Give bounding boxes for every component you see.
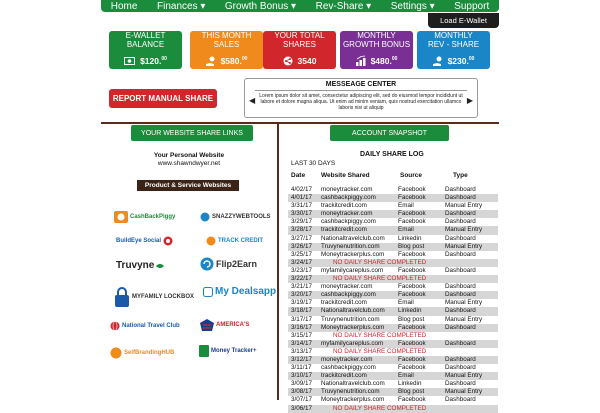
table-row [288, 396, 498, 404]
row-website: Moneytrackerplus.com [321, 250, 385, 258]
column-header-date: Date [291, 172, 306, 179]
table-row [288, 194, 498, 202]
row-date: 3/20/17 [291, 291, 313, 299]
logo-text: My Dealsapp [215, 286, 277, 297]
no-share-notice: NO DAILY SHARE COMPLETED [333, 258, 427, 266]
hand-money-icon [206, 56, 216, 66]
row-type: Dashboard [445, 250, 476, 258]
row-type: Dashboard [445, 396, 476, 404]
row-date: 3/06/17 [291, 404, 313, 412]
row-type: Dashboard [445, 194, 476, 202]
row-website: cashbackpiggy.com [321, 218, 376, 226]
card-label: GROWTH BONUS [342, 40, 411, 49]
table-row [288, 388, 498, 396]
flag-icon [200, 319, 214, 331]
row-date: 3/24/17 [291, 258, 313, 266]
row-website: cashbackpiggy.com [321, 364, 376, 372]
next-message-icon[interactable]: ▶ [466, 96, 473, 105]
row-date: 3/26/17 [291, 242, 313, 250]
table-row [288, 202, 498, 210]
table-row [288, 356, 498, 364]
money-icon [199, 345, 209, 357]
logo-truvyne[interactable] [116, 260, 164, 271]
table-row [288, 275, 498, 283]
row-source: Email [398, 226, 414, 234]
card-label: YOUR TOTAL [274, 31, 325, 40]
row-website: trackitcredit.com [321, 372, 367, 380]
column-header-website: Website Shared [321, 172, 370, 179]
hand-money-icon [433, 56, 443, 66]
row-website: Moneytrackerplus.com [321, 323, 385, 331]
track-icon [206, 236, 216, 246]
table-row [288, 283, 498, 291]
row-website: Nationaltravelclub.com [321, 234, 385, 242]
row-type: Manual Entry [445, 299, 483, 307]
row-date: 3/22/17 [291, 275, 313, 283]
row-source: Facebook [398, 323, 426, 331]
logo-selfbrandinghub[interactable] [110, 347, 174, 359]
logo-text: BuildEye Social [116, 238, 162, 244]
row-date: 3/17/17 [291, 315, 313, 323]
personal-website-label: Your Personal Website [153, 152, 225, 159]
row-date: 3/11/17 [291, 364, 312, 372]
top-nav [101, 0, 499, 12]
card-label: MONTHLY [434, 31, 473, 40]
row-type: Dashboard [445, 234, 476, 242]
logo-money-tracker-plus[interactable] [199, 345, 257, 357]
row-type: Dashboard [445, 210, 476, 218]
card-label: THIS MONTH [201, 31, 252, 40]
no-share-notice: NO DAILY SHARE COMPLETED [333, 404, 427, 412]
message-center [244, 78, 478, 118]
logo-text: MYFAMILY LOCKBOX [132, 294, 195, 300]
logo-snazzywebtools[interactable] [200, 212, 271, 222]
table-row [288, 348, 498, 356]
table-row [288, 218, 498, 226]
logo-text: Flip2Earn [216, 259, 258, 269]
row-type: Manual Entry [445, 242, 483, 250]
row-type: Dashboard [445, 307, 476, 315]
nav-settings[interactable]: Settings ▾ [390, 0, 435, 12]
logo-americas[interactable] [200, 319, 249, 331]
nav-support[interactable]: Support [454, 0, 490, 12]
card-label: SALES [213, 40, 240, 49]
row-source: Facebook [398, 283, 426, 291]
daily-share-log-title: DAILY SHARE LOG [360, 151, 424, 158]
row-source: Blog post [398, 388, 425, 396]
row-date: 3/14/17 [291, 339, 313, 347]
row-date: 3/25/17 [291, 250, 313, 258]
row-source: Linkedin [398, 307, 422, 315]
row-type: Dashboard [445, 266, 476, 274]
row-source: Facebook [398, 210, 426, 218]
row-type: Dashboard [445, 323, 476, 331]
nav-finances[interactable]: Finances ▾ [156, 0, 206, 12]
card-value: 3540 [297, 56, 317, 66]
daily-share-log-table [288, 186, 498, 413]
table-row [288, 316, 498, 324]
table-row [288, 340, 498, 348]
row-date: 3/29/17 [291, 218, 313, 226]
table-row [288, 235, 498, 243]
card-cents: 00 [391, 56, 398, 63]
card-value: $480. [370, 56, 392, 66]
report-manual-share-button[interactable]: REPORT MANUAL SHARE [109, 89, 217, 108]
message-center-title: MESSEAGE CENTER [325, 81, 397, 88]
last-30-days-label: LAST 30 DAYS [291, 160, 336, 167]
snazzy-icon [200, 212, 210, 222]
row-type: Dashboard [445, 291, 476, 299]
row-source: Facebook [398, 194, 426, 202]
row-source: Email [398, 299, 414, 307]
row-website: moneytracker.com [321, 210, 373, 218]
card-label: E-WALLET [125, 31, 166, 40]
logo-text: National Travel Club [122, 323, 180, 329]
row-source: Blog post [398, 242, 425, 250]
account-snapshot-tab[interactable]: ACCOUNT SNAPSHOT [330, 125, 449, 141]
row-source: Email [398, 202, 414, 210]
table-row [288, 380, 498, 388]
card-label: MONTHLY [357, 31, 396, 40]
column-divider [277, 124, 279, 400]
logo-text: SelfBrandingHUB [124, 350, 175, 356]
row-type: Dashboard [445, 186, 476, 193]
logo-text: CashBackPiggy [130, 214, 176, 220]
card-label: BALANCE [126, 40, 165, 49]
eye-icon [163, 236, 173, 246]
table-row [288, 210, 498, 218]
row-date: 3/19/17 [291, 299, 313, 307]
row-type: Dashboard [445, 364, 476, 372]
card-cents: 00 [241, 56, 248, 63]
message-body: Lorem ipsum dolor sit amet, consectetur adipiscing elit, sed do eiusmod tempor incididunt ut labore et dolore magna aliqua. Ut enim ad minim veniam, quis nostrud exercitation ullamco laboris nisi ut aliquip [259, 93, 463, 111]
logo-cashbackpiggy[interactable] [114, 211, 175, 223]
product-service-label: Product & Service Websites [137, 180, 239, 191]
column-header-source: Source [400, 172, 423, 179]
table-row [288, 364, 498, 372]
logo-my-dealsapp[interactable] [203, 286, 276, 297]
row-type: Dashboard [445, 339, 476, 347]
row-source: Facebook [398, 250, 426, 258]
prev-message-icon[interactable]: ◀ [249, 96, 256, 105]
row-date: 3/09/17 [291, 380, 313, 388]
row-date: 3/18/17 [291, 307, 313, 315]
row-source: Facebook [398, 186, 426, 193]
nav-growth-bonus[interactable]: Growth Bonus ▾ [224, 0, 297, 12]
row-website: Truvynenutrition.com [321, 388, 380, 396]
row-website: moneytracker.com [321, 283, 373, 291]
growth-bonus-card[interactable] [340, 31, 413, 69]
table-row [288, 324, 498, 332]
row-source: Linkedin [398, 234, 422, 242]
nav-home[interactable]: Home [110, 0, 138, 12]
row-date: 3/27/17 [291, 234, 313, 242]
brand-icon [110, 347, 122, 359]
table-row [288, 307, 498, 315]
logo-text: AMERICA'S [216, 322, 250, 328]
no-share-notice: NO DAILY SHARE COMPLETED [333, 275, 427, 283]
card-label: SHARES [283, 40, 316, 49]
row-date: 4/01/17 [291, 194, 313, 202]
row-website: moneytracker.com [321, 186, 373, 193]
row-source: Facebook [398, 396, 426, 404]
row-source: Facebook [398, 218, 426, 226]
column-header-type: Type [453, 172, 468, 179]
row-date: 4/02/17 [291, 186, 313, 193]
table-row [288, 267, 498, 275]
row-source: Linkedin [398, 380, 422, 388]
row-website: Truvynenutrition.com [321, 315, 380, 323]
row-date: 3/30/17 [291, 210, 313, 218]
row-website: myfamilycareplus.com [321, 339, 384, 347]
logo-text: Money Tracker+ [211, 348, 257, 354]
logo-trackitcredit[interactable] [206, 236, 263, 246]
row-date: 3/07/17 [291, 396, 313, 404]
rev-share-card[interactable] [417, 31, 490, 69]
table-row [288, 243, 498, 251]
row-source: Facebook [398, 266, 426, 274]
row-date: 3/12/17 [291, 355, 313, 363]
row-source: Facebook [398, 355, 426, 363]
piggy-icon [114, 211, 128, 223]
row-type: Dashboard [445, 283, 476, 291]
website-share-links-tab[interactable]: YOUR WEBSITE SHARE LINKS [131, 125, 253, 141]
row-source: Blog post [398, 315, 425, 323]
logo-national-travel-club[interactable] [110, 321, 180, 331]
table-row [288, 226, 498, 234]
nav-rev-share[interactable]: Rev-Share ▾ [315, 0, 372, 12]
row-date: 3/31/17 [291, 202, 313, 210]
divider [255, 90, 467, 91]
no-share-notice: NO DAILY SHARE COMPLETED [333, 347, 427, 355]
row-type: Manual Entry [445, 226, 483, 234]
row-date: 3/28/17 [291, 226, 313, 234]
row-website: Nationaltravelclub.com [321, 307, 385, 315]
no-share-notice: NO DAILY SHARE COMPLETED [333, 331, 427, 339]
row-website: Truvynenutrition.com [321, 242, 380, 250]
row-website: cashbackpiggy.com [321, 194, 376, 202]
row-source: Facebook [398, 339, 426, 347]
row-type: Manual Entry [445, 372, 483, 380]
row-date: 3/23/17 [291, 266, 313, 274]
row-type: Manual Entry [445, 315, 483, 323]
row-website: Nationaltravelclub.com [321, 380, 385, 388]
row-website: moneytracker.com [321, 355, 373, 363]
logo-myfamily-lockbox[interactable] [114, 286, 194, 308]
row-date: 3/08/17 [291, 388, 313, 396]
card-cents: 00 [468, 56, 475, 63]
row-date: 3/21/17 [291, 283, 313, 291]
logo-text: Truvyne [116, 260, 155, 271]
logo-text: TRACK CREDIT [218, 238, 263, 244]
card-value: $120. [140, 56, 162, 66]
row-website: trackitcredit.com [321, 299, 367, 307]
lock-icon [114, 286, 130, 308]
section-divider [101, 122, 499, 124]
row-date: 3/10/17 [291, 372, 313, 380]
globe-icon [110, 321, 120, 331]
personal-website-url[interactable]: www.shawndwyer.net [157, 160, 221, 167]
row-type: Manual Entry [445, 388, 483, 396]
row-website: trackitcredit.com [321, 226, 367, 234]
row-source: Facebook [398, 364, 426, 372]
growth-icon [356, 56, 366, 66]
card-cents: 00 [161, 56, 167, 63]
row-website: cashbackpiggy.com [321, 291, 376, 299]
logo-buildeye-social[interactable] [116, 236, 173, 246]
table-row [288, 332, 498, 340]
row-type: Dashboard [445, 355, 476, 363]
load-ewallet-button[interactable]: Load E-Wallet [428, 13, 499, 28]
logo-text: SNAZZYWEBTOOLS [212, 214, 271, 220]
row-date: 3/13/17 [291, 347, 313, 355]
card-value: $230. [447, 56, 469, 66]
wallet-icon [124, 57, 135, 65]
card-label: REV - SHARE [427, 40, 480, 49]
card-value: $580. [220, 56, 242, 66]
flip-icon [200, 257, 214, 271]
total-shares-card[interactable] [263, 31, 336, 69]
row-type: Dashboard [445, 380, 476, 388]
row-type: Dashboard [445, 218, 476, 226]
row-source: Email [398, 372, 414, 380]
row-website: myfamilycareplus.com [321, 266, 384, 274]
row-date: 3/16/17 [291, 323, 313, 331]
row-website: Moneytrackerplus.com [321, 396, 385, 404]
table-row [288, 372, 498, 380]
row-date: 3/15/17 [291, 331, 313, 339]
table-row [288, 186, 498, 194]
row-source: Facebook [398, 291, 426, 299]
row-website: trackitcredit.com [321, 202, 367, 210]
table-row [288, 259, 498, 267]
table-row [288, 251, 498, 259]
ewallet-balance-card[interactable] [109, 31, 182, 69]
row-type: Manual Entry [445, 202, 483, 210]
truvyne-icon [156, 262, 164, 270]
table-row [288, 291, 498, 299]
table-row [288, 299, 498, 307]
share-icon [283, 56, 293, 66]
table-row [288, 405, 498, 413]
month-sales-card[interactable] [190, 31, 263, 69]
logo-flip2earn[interactable] [200, 257, 257, 271]
deals-icon [203, 287, 213, 297]
